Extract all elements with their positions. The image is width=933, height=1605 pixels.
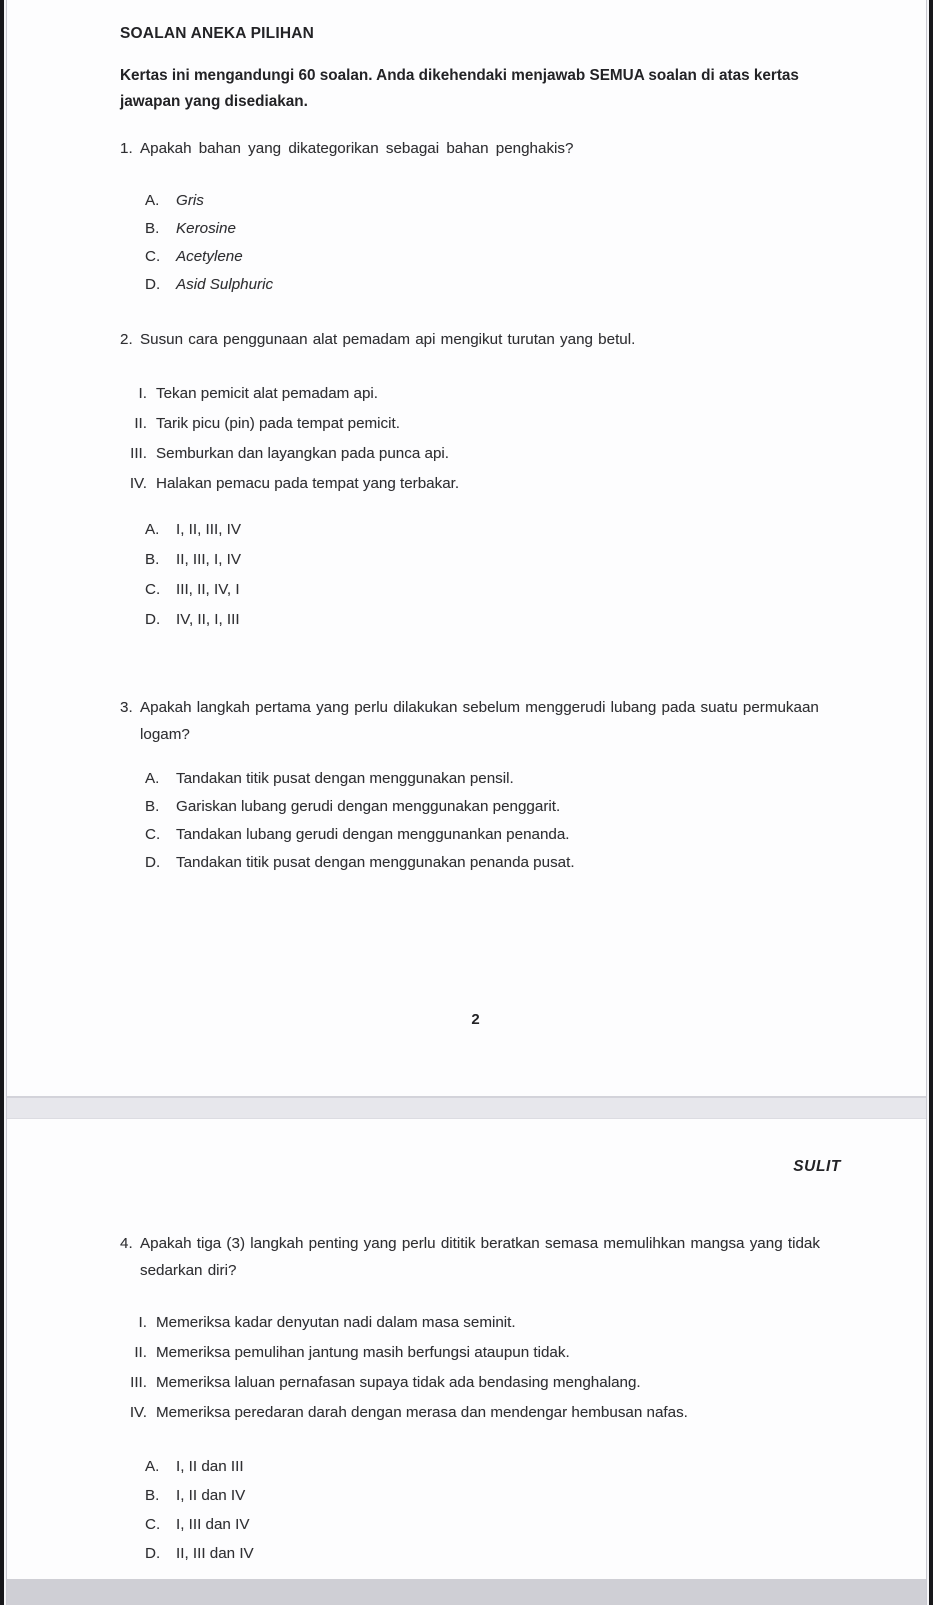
question-2-text: Susun cara penggunaan alat pemadam api mengikut turutan yang betul. <box>140 331 636 348</box>
question-4 <box>120 1230 841 1284</box>
question-3 <box>120 694 866 748</box>
question-4-text-line-1: Apakah tiga (3) langkah penting yang perlu dititik beratkan semasa memulihkan mangsa yang tidak <box>140 1235 820 1252</box>
question-1-text: Apakah bahan yang dikategorikan sebagai bahan penghakis? <box>140 140 574 157</box>
option-text: Gris <box>176 192 204 209</box>
option-letter: A. <box>145 1458 160 1475</box>
option-text: Gariskan lubang gerudi dengan menggunakan penggarit. <box>176 798 561 815</box>
question-1-option-b <box>145 220 866 248</box>
exam-page-2 <box>7 0 926 1096</box>
question-4-statements <box>120 1314 841 1434</box>
question-3-text-line-2: logam? <box>140 726 190 743</box>
option-text: I, III dan IV <box>176 1516 250 1533</box>
question-2-statements <box>120 385 866 505</box>
confidential-marking: SULIT <box>793 1158 841 1175</box>
question-1-option-d <box>145 276 866 304</box>
instructions-line-1: Kertas ini mengandungi 60 soalan. Anda dikehendaki menjawab SEMUA soalan di atas kertas <box>120 67 799 84</box>
option-letter: B. <box>145 1487 160 1504</box>
roman-numeral: I. <box>138 1314 147 1331</box>
option-text: II, III dan IV <box>176 1545 254 1562</box>
question-3-text-line-1: Apakah langkah pertama yang perlu dilakukan sebelum menggerudi lubang pada suatu permukaan <box>140 699 819 716</box>
question-3-option-a <box>145 770 866 798</box>
question-2-item-ii <box>120 415 866 445</box>
section-title: SOALAN ANEKA PILIHAN <box>120 25 315 42</box>
question-4-number: 4. <box>120 1235 133 1252</box>
statement-text: Tarik picu (pin) pada tempat pemicit. <box>156 415 400 432</box>
option-text: Tandakan lubang gerudi dengan menggunankan penanda. <box>176 826 570 843</box>
question-4-item-ii <box>120 1344 841 1374</box>
page-number: 2 <box>471 1011 480 1028</box>
question-4-item-i <box>120 1314 841 1344</box>
option-letter: D. <box>145 1545 161 1562</box>
option-text: Tandakan titik pusat dengan menggunakan pensil. <box>176 770 514 787</box>
option-letter: B. <box>145 798 160 815</box>
exam-page-3 <box>7 1119 926 1579</box>
option-letter: A. <box>145 770 160 787</box>
option-text: Acetylene <box>176 248 243 265</box>
statement-text: Halakan pemacu pada tempat yang terbakar. <box>156 475 460 492</box>
instructions-line-2: jawapan yang disediakan. <box>120 93 308 110</box>
question-2-option-d <box>145 611 866 641</box>
option-letter: D. <box>145 611 161 628</box>
question-2-option-b <box>145 551 866 581</box>
option-letter: C. <box>145 826 161 843</box>
statement-text: Semburkan dan layangkan pada punca api. <box>156 445 449 462</box>
question-2-item-iv <box>120 475 866 505</box>
question-3-number: 3. <box>120 699 133 716</box>
statement-text: Memeriksa peredaran darah dengan merasa dan mendengar hembusan nafas. <box>156 1404 688 1421</box>
question-3-option-b <box>145 798 866 826</box>
option-text: II, III, I, IV <box>176 551 241 568</box>
question-4-option-a <box>145 1458 841 1487</box>
roman-numeral: III. <box>130 445 147 462</box>
statement-text: Memeriksa pemulihan jantung masih berfungsi ataupun tidak. <box>156 1344 570 1361</box>
exam-instructions <box>120 63 866 115</box>
question-4-options <box>120 1458 841 1574</box>
question-4-text-line-2: sedarkan diri? <box>140 1262 237 1279</box>
question-4-item-iii <box>120 1374 841 1404</box>
option-text: Tandakan titik pusat dengan menggunakan penanda pusat. <box>176 854 575 871</box>
option-letter: C. <box>145 1516 161 1533</box>
question-3-options <box>120 770 866 882</box>
roman-numeral: IV. <box>129 475 147 492</box>
question-1-option-a <box>145 192 866 220</box>
option-text: IV, II, I, III <box>176 611 240 628</box>
option-letter: C. <box>145 248 161 265</box>
option-letter: B. <box>145 551 160 568</box>
question-3-option-c <box>145 826 866 854</box>
scanned-document <box>6 0 927 1605</box>
option-text: I, II dan IV <box>176 1487 246 1504</box>
option-text: I, II dan III <box>176 1458 244 1475</box>
page-separator <box>7 1096 926 1119</box>
statement-text: Memeriksa laluan pernafasan supaya tidak ada bendasing menghalang. <box>156 1374 641 1391</box>
statement-text: Tekan pemicit alat pemadam api. <box>156 385 379 402</box>
question-4-item-iv <box>120 1404 841 1434</box>
question-2-option-a <box>145 521 866 551</box>
question-2-item-i <box>120 385 866 415</box>
option-text: Kerosine <box>176 220 236 237</box>
question-2-option-c <box>145 581 866 611</box>
question-1 <box>120 135 866 162</box>
question-2 <box>120 326 866 353</box>
option-letter: C. <box>145 581 161 598</box>
option-text: III, II, IV, I <box>176 581 240 598</box>
roman-numeral: III. <box>130 1374 147 1391</box>
question-2-item-iii <box>120 445 866 475</box>
option-text: I, II, III, IV <box>176 521 241 538</box>
roman-numeral: I. <box>138 385 147 402</box>
option-letter: D. <box>145 276 161 293</box>
question-3-option-d <box>145 854 866 882</box>
question-4-option-b <box>145 1487 841 1516</box>
question-2-options <box>120 521 866 641</box>
question-4-option-d <box>145 1545 841 1574</box>
option-text: Asid Sulphuric <box>176 276 274 293</box>
option-letter: A. <box>145 192 160 209</box>
roman-numeral: IV. <box>129 1404 147 1421</box>
question-1-number: 1. <box>120 140 133 157</box>
scan-backdrop <box>4 0 929 1605</box>
option-letter: D. <box>145 854 161 871</box>
question-2-number: 2. <box>120 331 133 348</box>
question-1-option-c <box>145 248 866 276</box>
option-letter: B. <box>145 220 160 237</box>
option-letter: A. <box>145 521 160 538</box>
roman-numeral: II. <box>134 1344 147 1361</box>
question-4-option-c <box>145 1516 841 1545</box>
scan-bottom-band <box>7 1579 926 1605</box>
question-1-options <box>120 192 866 304</box>
statement-text: Memeriksa kadar denyutan nadi dalam masa seminit. <box>156 1314 516 1331</box>
roman-numeral: II. <box>134 415 147 432</box>
